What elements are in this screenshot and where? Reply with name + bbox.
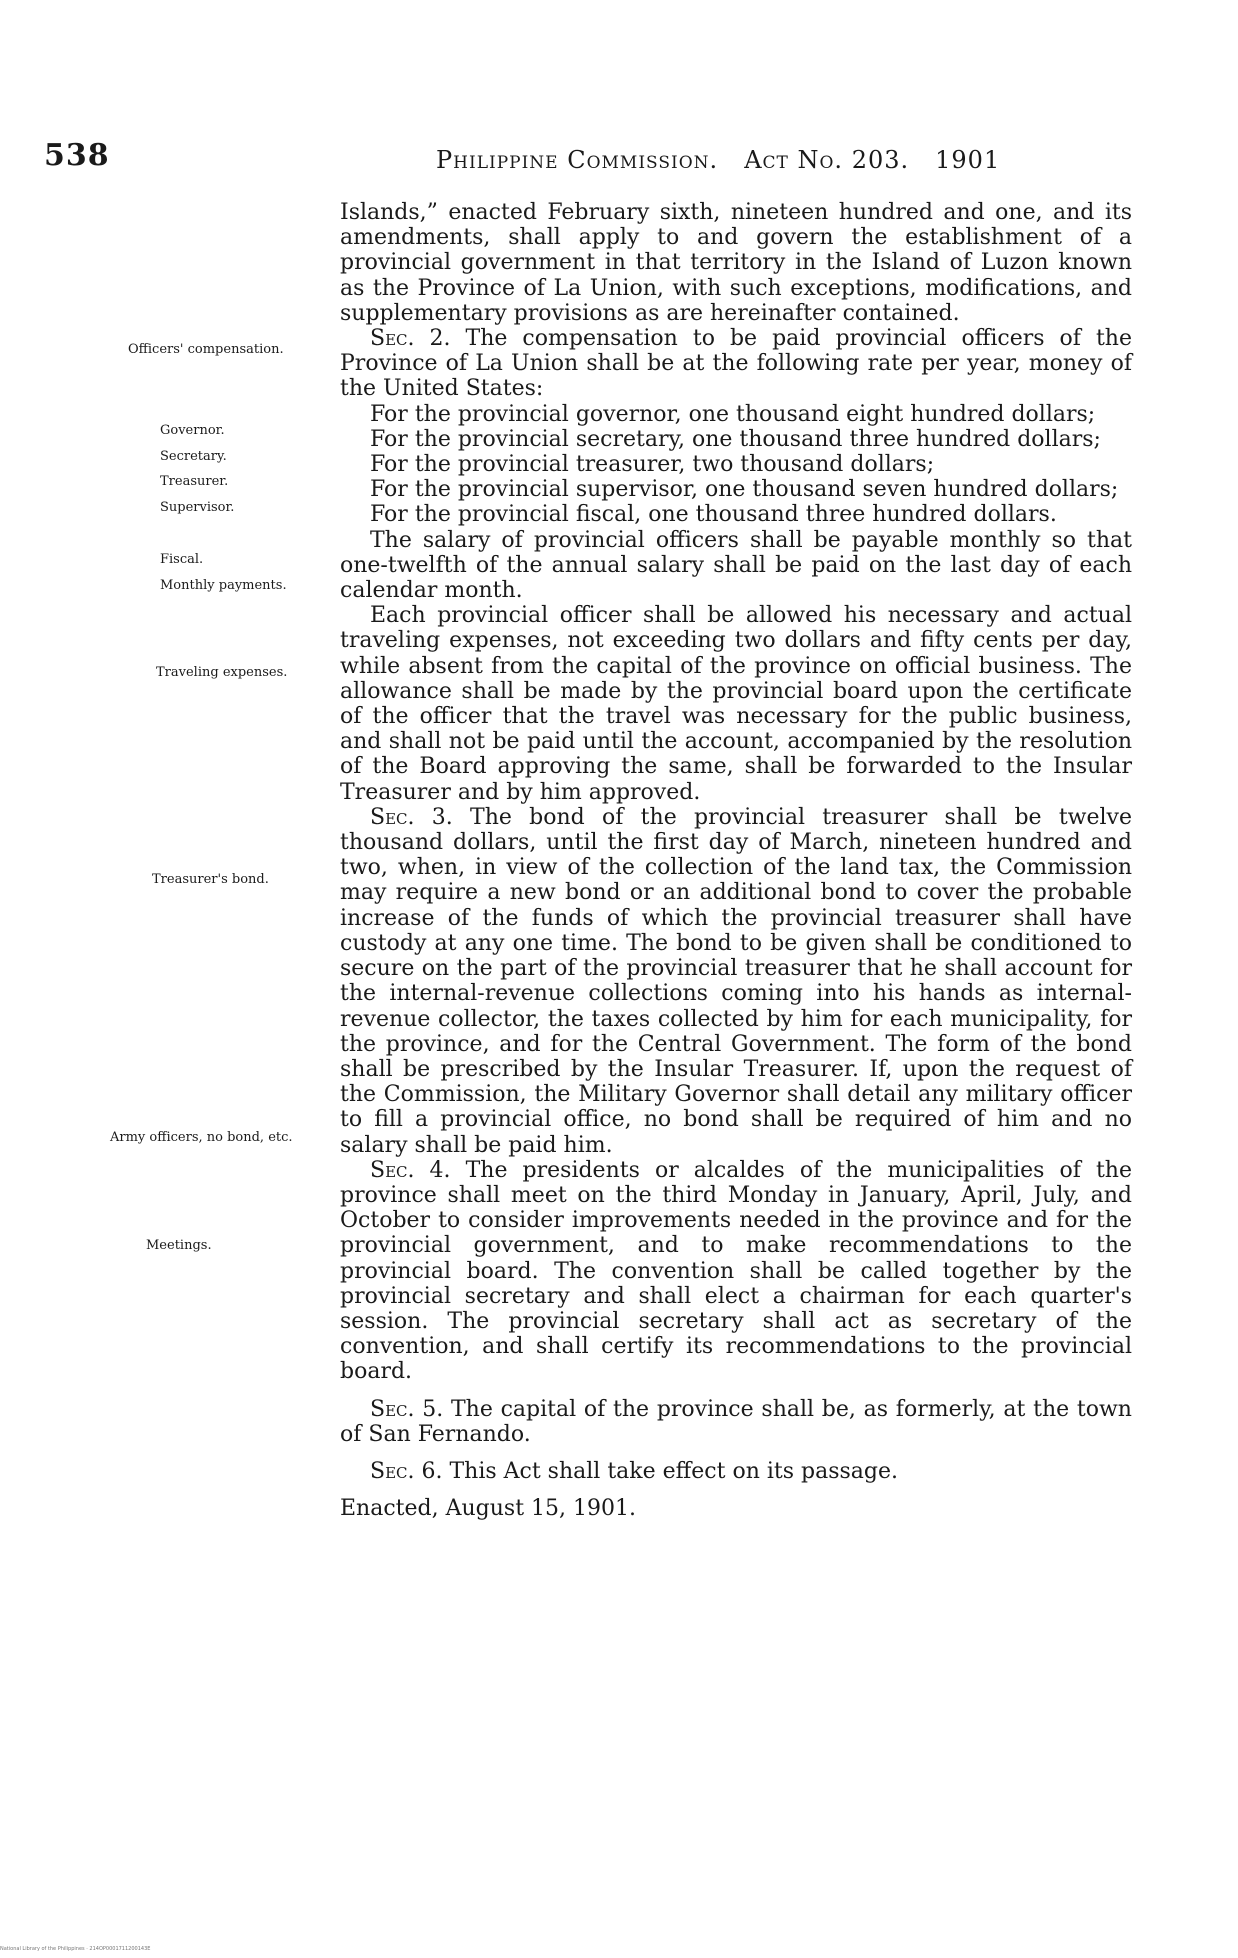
margin-note-secretary: Secretary.	[160, 449, 227, 464]
paragraph-governor-salary: For the provincial governor, one thousand eight hundred dollars;	[370, 401, 1096, 427]
running-head-act: Act No. 203.	[744, 146, 910, 174]
margin-note-traveling-expenses: Traveling expenses.	[156, 665, 288, 680]
paragraph-section-2	[340, 326, 1132, 402]
section-text: The capital of the province shall be, as formerly, at the town of San Fernando.	[340, 1396, 1132, 1447]
margin-note-fiscal: Fiscal.	[160, 552, 204, 567]
section-text: This Act shall take effect on its passage.	[442, 1458, 899, 1484]
margin-note-compensation: Officers' compensation.	[128, 342, 284, 357]
paragraph-secretary-salary: For the provincial secretary, one thousand three hundred dollars;	[370, 426, 1101, 452]
paragraph-section-5	[340, 1397, 1132, 1447]
act-body	[340, 200, 1132, 1521]
margin-note-monthly-payments: Monthly payments.	[160, 578, 287, 593]
margin-note-army-officers: Army officers, no bond, etc.	[110, 1130, 293, 1145]
section-label: Sec. 6.	[370, 1458, 443, 1484]
paragraph-treasurer-salary: For the provincial treasurer, two thousand dollars;	[370, 452, 935, 478]
section-text: The bond of the provincial treasurer shall be twelve thousand dollars, until the first day of March, nineteen hundred and two, when, in view of the collection of the land tax, the Commission may require a new bond or an additional bond to cover the probable increase of the funds of which the provincial treasurer shall have custody at any one time. The bond to be given shall be conditioned to secure on the part of the provincial treasurer that he shall account for the internal-revenue collections coming into his hands as internal-revenue collector, the taxes collected by him for each municipality, for the province, and for the Central Government. The form of the bond shall be prescribed by the Insular Treasurer. If, upon the request of the Commission, the Military Governor shall detail any military officer to fill a provincial office, no bond shall be required of him and no salary shall be paid him.	[340, 804, 1132, 1158]
paragraph-fiscal-salary: For the provincial fiscal, one thousand three hundred dollars.	[370, 502, 1057, 528]
page-number: 538	[44, 138, 110, 173]
section-label: Sec. 4.	[370, 1157, 451, 1183]
section-label: Sec. 5.	[370, 1396, 444, 1422]
margin-note-governor: Governor.	[160, 423, 225, 438]
section-label: Sec. 3.	[370, 804, 453, 830]
library-footer-tag: National Library of the Philippines · 214OP0001711200143E	[0, 1946, 151, 1952]
paragraph-intro: Islands,” enacted February sixth, nineteen hundred and one, and its amendments, shall apply to and govern the establishment of a provincial government in that territory in the Island of Luzon known as the Province of La Union, with such exceptions, modifications, and supplementary provisions as are hereinafter contained.	[340, 200, 1132, 326]
running-head-year: 1901	[935, 146, 1001, 174]
paragraph-section-3	[340, 805, 1132, 1158]
margin-note-treasurer: Treasurer.	[160, 474, 229, 489]
paragraph-monthly-payments: The salary of provincial officers shall be payable monthly so that one-twelfth of the annual salary shall be paid on the last day of each calendar month.	[340, 527, 1132, 604]
paragraph-section-4	[340, 1158, 1132, 1385]
section-label: Sec. 2.	[370, 326, 451, 352]
paragraph-traveling-expenses: Each provincial officer shall be allowed his necessary and actual traveling expenses, not exceeding two dollars and fifty cents per day, while absent from the capital of the province on official business. The allowance shall be made by the provincial board upon the certificate of the officer that the travel was necessary for the public business, and shall not be paid until the account, accompanied by the resolution of the Board approving the same, shall be forwarded to the Insular Treasurer and by him approved.	[340, 603, 1132, 805]
margin-note-treasurers-bond: Treasurer's bond.	[152, 872, 269, 887]
margin-note-meetings: Meetings.	[146, 1238, 212, 1253]
paragraph-section-6	[340, 1459, 1132, 1484]
enacted-date: Enacted, August 15, 1901.	[340, 1496, 636, 1522]
running-head-title: Philippine Commission.	[436, 146, 719, 174]
section-text: The presidents or alcaldes of the municipalities of the province shall meet on the third Monday in January, April, July, and October to consider improvements needed in the province and for the provincial government, and to make recommendations to the provincial board. The convention shall be called together by the provincial secretary and shall elect a chairman for each quarter's session. The provincial secretary shall act as secretary of the convention, and shall certify its recommendations to the provincial board.	[340, 1157, 1132, 1385]
margin-note-supervisor: Supervisor.	[160, 500, 235, 515]
section-text: The compensation to be paid provincial officers of the Province of La Union shall be at the following rate per year, money of the United States:	[340, 326, 1132, 402]
paragraph-supervisor-salary: For the provincial supervisor, one thousand seven hundred dollars;	[370, 477, 1119, 503]
running-head	[436, 146, 1000, 174]
